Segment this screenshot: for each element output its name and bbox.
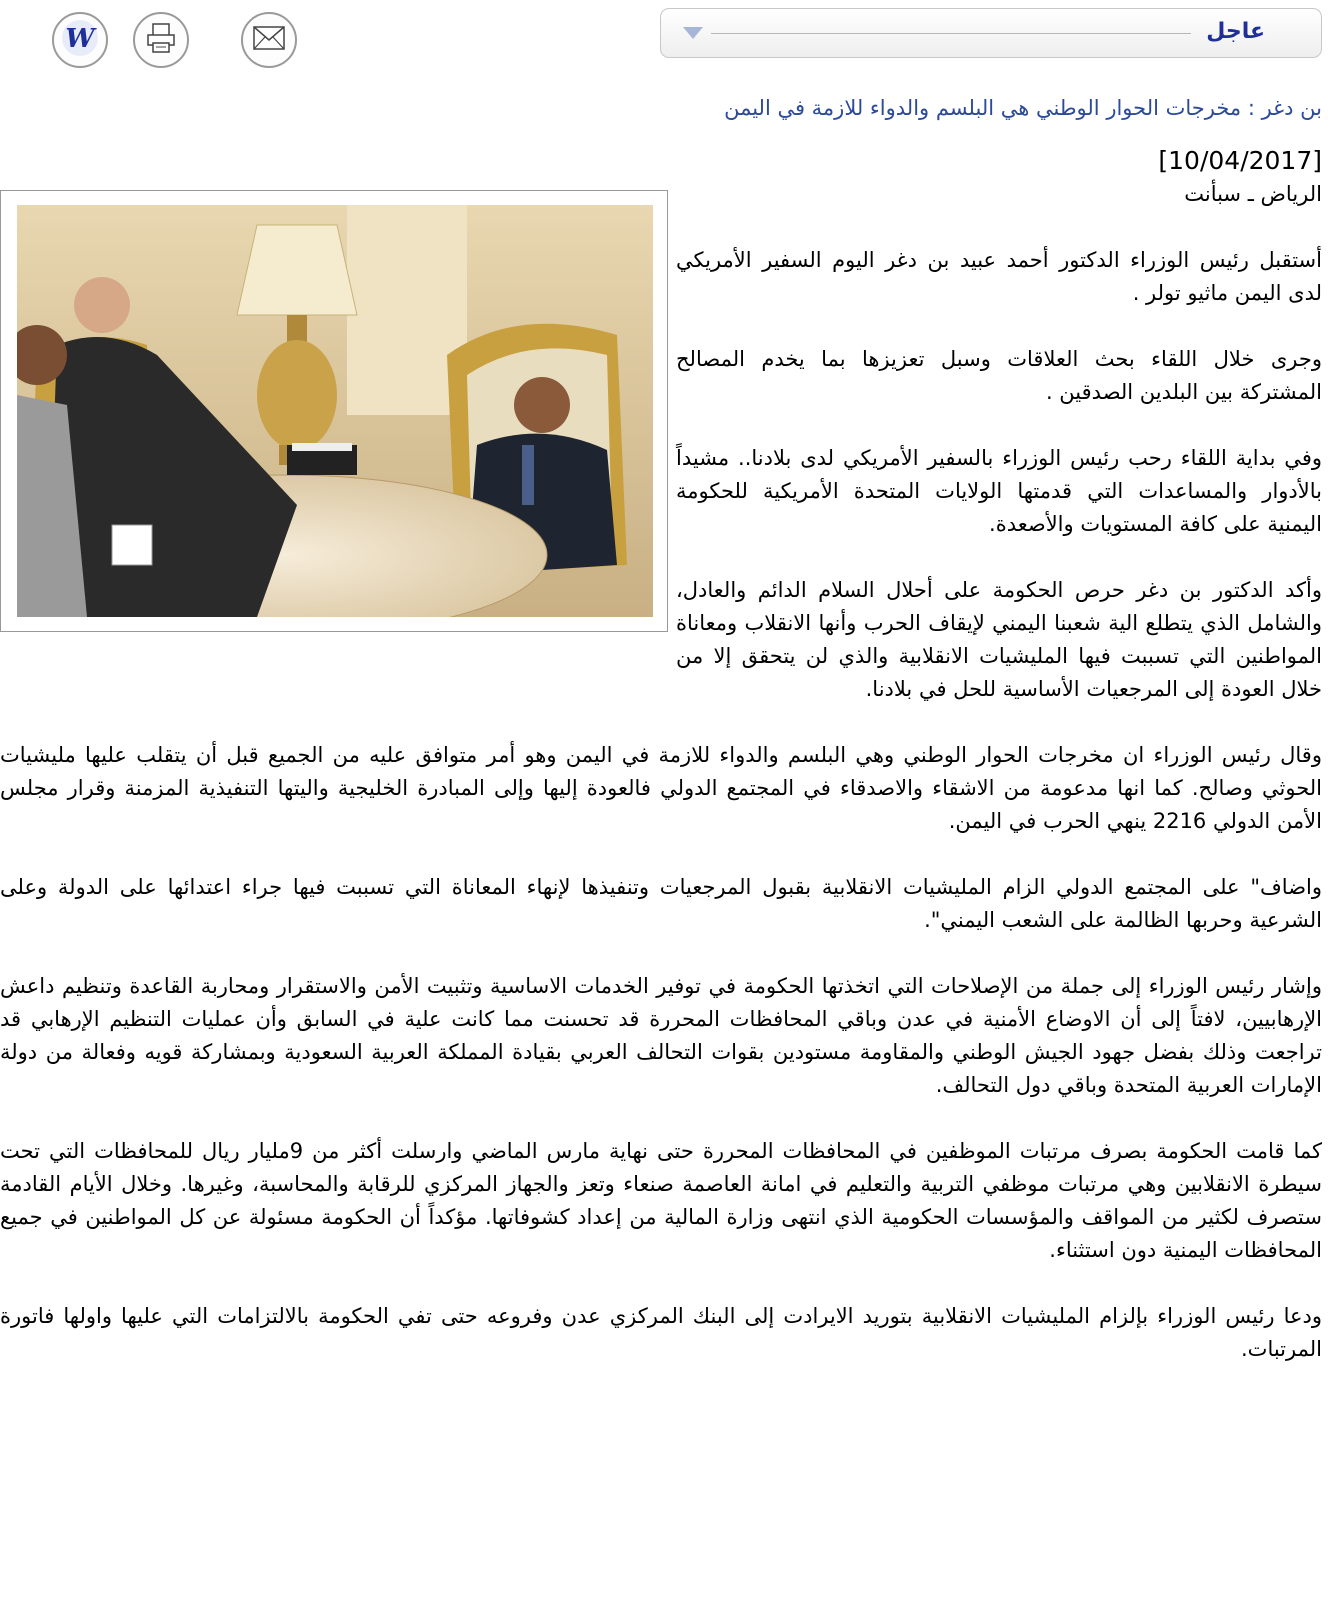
article-paragraph: ودعا رئيس الوزراء بإلزام المليشيات الانقلابية بتوريد الايرادت إلى البنك المركزي عدن وفروعه حتى تفي الحكومة بالالتزامات التي عليها واولها فاتورة المرتبات. (0, 1304, 1322, 1361)
article-paragraph: كما قامت الحكومة بصرف مرتبات الموظفين في المحافظات المحررة حتى نهاية مارس الماضي وارسلت أكثر من 9مليار ريال للمحافظات التي تحت سيطرة الانقلابين وهي مرتبات موظفي التربية والتعليم في امانة العاصمة صنعاء وتعز والجهاز المركزي للرقابة والمحاسبة، وغيرها. وخلال الأيام القادمة ستصرف لكثير من المواقف والمؤسسات الحكومية الذي انتهى وزارة المالية من إعداد كشوفاتها. مؤكداً أن الحكومة مسئولة عن كل المواطنين في جميع المحافظات اليمنية دون استثناء. (0, 1139, 1322, 1262)
word-export-button[interactable] (52, 12, 108, 68)
article-paragraph: وفي بداية اللقاء رحب رئيس الوزراء بالسفير الأمريكي لدى بلادنا.. مشيداً بالأدوار والمساعدات التي قدمتها الولايات المتحدة الأمريكية للحكومة اليمنية على كافة المستويات والأصعدة. (676, 446, 1322, 536)
article-dateline: الرياض ـ سبأنت (1184, 182, 1322, 206)
ticker-divider (711, 33, 1191, 34)
article-body (0, 244, 1322, 1620)
svg-text:W: W (65, 24, 95, 54)
chevron-down-icon[interactable] (683, 27, 703, 39)
article-headline[interactable]: بن دغر : مخرجات الحوار الوطني هي البلسم والدواء للازمة في اليمن (724, 96, 1322, 120)
email-button[interactable] (241, 12, 297, 68)
article-paragraph: أستقبل رئيس الوزراء الدكتور أحمد عبيد بن دغر اليوم السفير الأمريكي لدى اليمن ماثيو تولر . (676, 248, 1322, 305)
mail-icon (252, 25, 286, 55)
print-button[interactable] (133, 12, 189, 68)
word-icon (60, 18, 100, 62)
article-paragraph: وإشار رئيس الوزراء إلى جملة من الإصلاحات التي اتخذتها الحكومة في توفير الخدمات الاساسية وتثبيت الأمن والاستقرار ومحاربة القاعدة وتنظيم داعش الإرهابيين، لافتاً إلى أن الاوضاع الأمنية في عدن وباقي المحافظات المحررة قد تحسنت مما كانت علية في السابق وأن عمليات التنظيم الإرهابي قد تراجعت وذلك بفضل جهود الجيش الوطني والمقاومة مستودين بقوات التحالف العربي بقيادة المملكة العربية السعودية وبمشاركة قويه وفعالة من دولة الإمارات العربية المتحدة وباقي دول التحالف. (0, 974, 1322, 1097)
photo-spacer (0, 244, 676, 652)
print-icon (144, 21, 178, 59)
breaking-news-ticker[interactable] (660, 8, 1322, 58)
article-paragraph: وقال رئيس الوزراء ان مخرجات الحوار الوطني وهي البلسم والدواء للازمة في اليمن وهو أمر متوافق عليه من الجميع قبل أن يتقلب عليها مليشيات الحوثي وصالح. كما انها مدعومة من الاشقاء والاصدقاء في المجتمع الدولي فالعودة إليها وإلى المبادرة الخليجية واليتها التنفيذية المزمنة وقرار مجلس الأمن الدولي 2216 ينهي الحرب في اليمن. (0, 743, 1322, 833)
article-paragraph: واضاف" على المجتمع الدولي الزام المليشيات الانقلابية بقبول المرجعيات وتنفيذها لإنهاء المعاناة التي تسببت فيها جراء اعتدائها على الدولة وعلى الشرعية وحربها الظالمة على الشعب اليمني". (0, 875, 1322, 932)
breaking-news-label: عاجل (1206, 19, 1265, 44)
article-paragraph: وجرى خلال اللقاء بحث العلاقات وسبل تعزيزها بما يخدم المصالح المشتركة بين البلدين الصدقين . (676, 347, 1322, 404)
article-date: [10/04/2017] (1158, 146, 1322, 175)
article-paragraph: وأكد الدكتور بن دغر حرص الحكومة على أحلال السلام الدائم والعادل، والشامل الذي يتطلع الية شعبنا اليمني لإيقاف الحرب وأنها الانقلاب ومعاناة المواطنين التي تسببت فيها المليشيات الانقلابية والذي لن يتحقق إلا من خلال العودة إلى المرجعيات الأساسية للحل في بلادنا. (676, 578, 1322, 701)
